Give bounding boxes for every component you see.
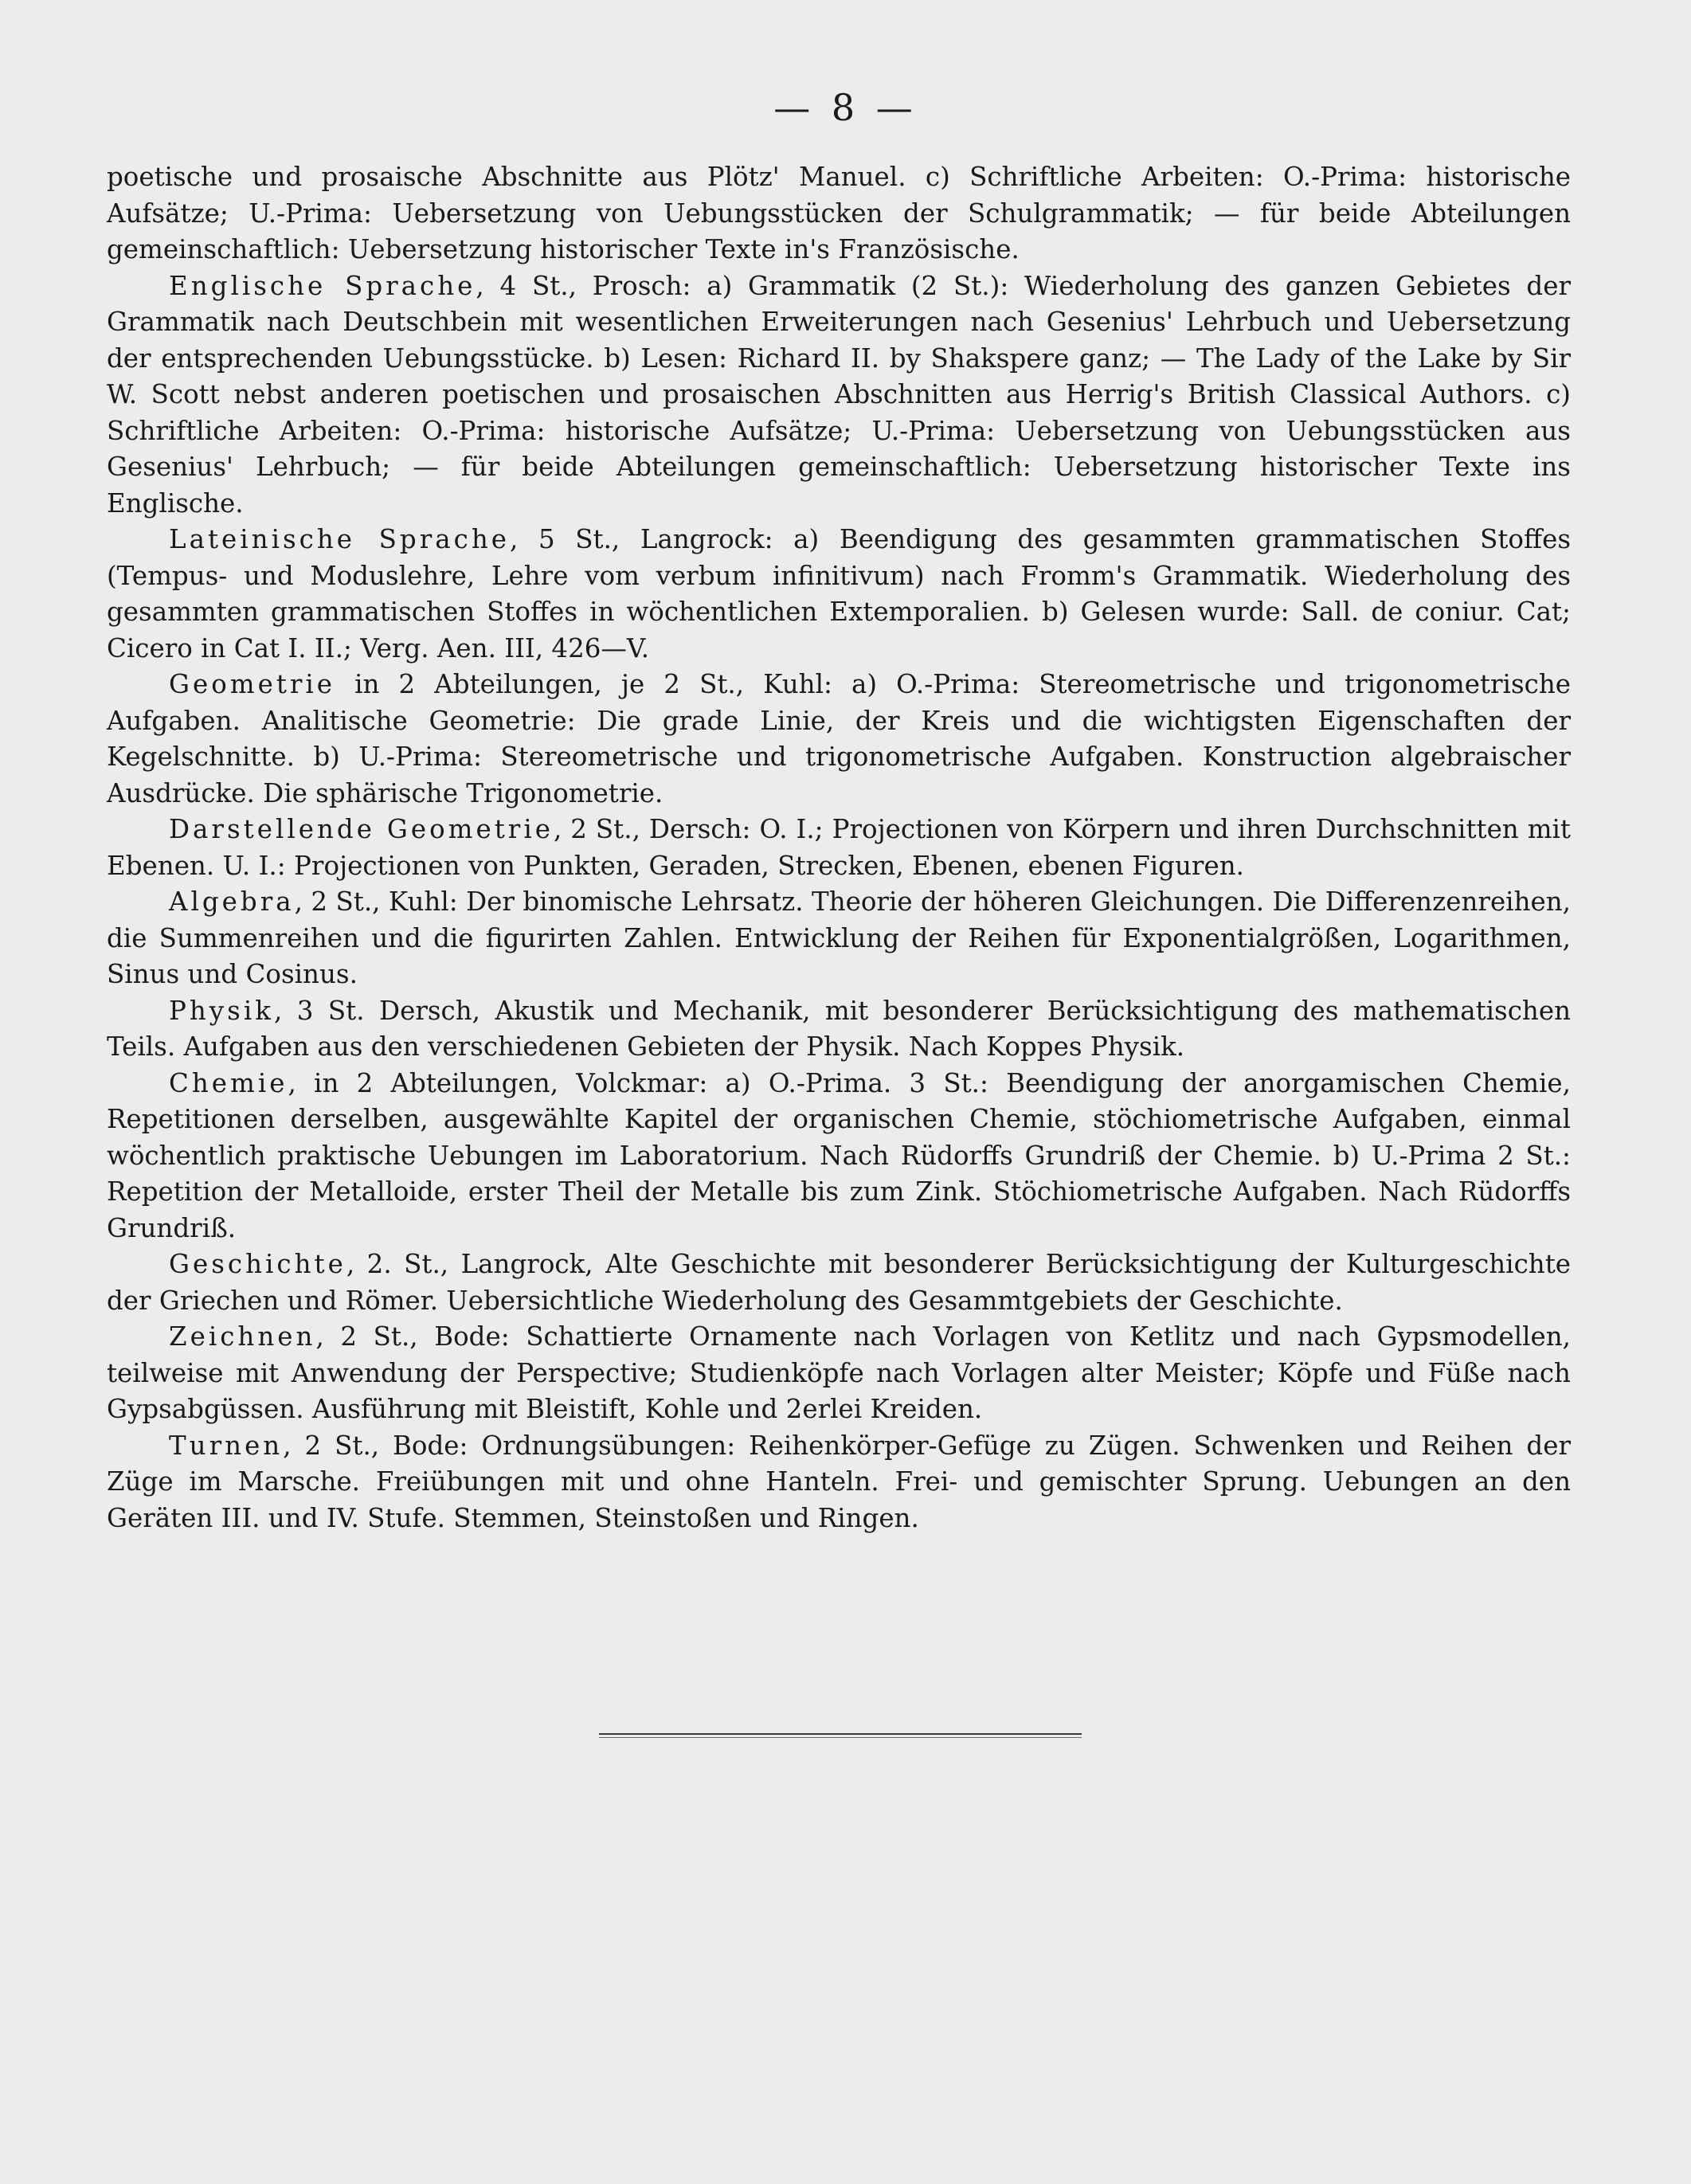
body-text [107, 159, 1571, 1536]
section-darstellende-geometrie [107, 812, 1571, 884]
section-heading: Lateinische Sprache [169, 524, 510, 554]
section-chemie [107, 1066, 1571, 1247]
section-text: , 2. St., Langrock, Alte Geschichte mit besonderer Berücksichtigung der Kulturgeschichte der Griechen und Römer. Uebersichtliche Wiederholung des Gesammtgebiets der Geschichte. [107, 1249, 1571, 1316]
section-heading: Physik [169, 995, 274, 1026]
section-heading: Zeichnen [169, 1321, 316, 1352]
section-zeichnen [107, 1319, 1571, 1428]
section-heading: Turnen [169, 1430, 284, 1461]
section-text: , 2 St., Bode: Schattierte Ornamente nach Vorlagen von Ketlitz und nach Gypsmodellen, teilweise mit Anwendung der Perspective; Studienköpfe nach Vorlagen alter Meister; Köpfe und Füße nach Gypsabgüssen. Ausführung mit Bleistift, Kohle und 2erlei Kreiden. [107, 1321, 1571, 1424]
section-text: , 2 St., Dersch: O. I.; Projectionen von Körpern und ihren Durchschnitten mit Ebenen. U. I.: Projectionen von Punkten, Geraden, Strecken, Ebenen, ebenen Figuren. [107, 814, 1571, 881]
paragraph-continuation [107, 159, 1571, 268]
closing-rule [599, 1733, 1082, 1735]
section-heading: Algebra [169, 887, 295, 917]
section-heading: Geschichte [169, 1249, 346, 1279]
section-text: , in 2 Abteilungen, Volckmar: a) O.-Prima. 3 St.: Beendigung der anorgamischen Chemie, Repetitionen derselben, ausgewählte Kapitel der organischen Chemie, stöchiometrische Aufgaben, einmal wöchentlich praktische Uebungen im Laboratorium. Nach Rüdorffs Grundriß der Chemie. b) U.-Prima 2 St.: Repetition der Metalloide, erster Theil der Metalle bis zum Zink. Stöchiometrische Aufgaben. Nach Rüdorffs Grundriß. [107, 1067, 1571, 1243]
section-text: , 3 St. Dersch, Akustik und Mechanik, mit besonderer Berücksichtigung des mathematischen Teils. Aufgaben aus den verschiedenen Gebieten der Physik. Nach Koppes Physik. [107, 995, 1571, 1062]
paragraph-text: poetische und prosaische Abschnitte aus Plötz' Manuel. c) Schriftliche Arbeiten: O.-Prima: historische Aufsätze; U.-Prima: Uebersetzung von Uebungsstücken der Schulgrammatik; — für beide Abteilungen gemeinschaftlich: Uebersetzung historischer Texte in's Französische. [107, 162, 1571, 264]
section-text: , 2 St., Kuhl: Der binomische Lehrsatz. Theorie der höheren Gleichungen. Die Differenzenreihen, die Summenreihen und die figurirten Zahlen. Entwicklung der Reihen für Exponentialgrößen, Logarithmen, Sinus und Cosinus. [107, 887, 1571, 989]
section-text: , 5 St., Langrock: a) Beendigung des gesammten grammatischen Stoffes (Tempus- und Moduslehre, Lehre vom verbum infinitivum) nach Fromm's Grammatik. Wiederholung des gesammten grammatischen Stoffes in wöchentlichen Extemporalien. b) Gelesen wurde: Sall. de coniur. Cat; Cicero in Cat I. II.; Verg. Aen. III, 426—V. [107, 524, 1572, 663]
section-heading: Darstellende Geometrie [169, 814, 554, 844]
section-heading: Geometrie [169, 669, 336, 699]
closing-rule-thin [599, 1737, 1082, 1738]
section-text: in 2 Abteilungen, je 2 St., Kuhl: a) O.-Prima: Stereometrische und trigonometrische Aufgaben. Analitische Geometrie: Die grade Linie, der Kreis und die wichtigsten Eigenschaften der Kegelschnitte. b) U.-Prima: Stereometrische und trigonometrische Aufgaben. Konstruction algebraischer Ausdrücke. Die sphärische Trigonometrie. [107, 669, 1571, 808]
section-heading: Chemie [169, 1067, 288, 1098]
section-heading: Englische Sprache [169, 270, 476, 301]
section-text: , 4 St., Prosch: a) Grammatik (2 St.): Wiederholung des ganzen Gebietes der Grammatik nach Deutschbein mit wesentlichen Erweiterungen nach Gesenius' Lehrbuch und Uebersetzung der entsprechenden Uebungsstücke. b) Lesen: Richard II. by Shakspere ganz; — The Lady of the Lake by Sir W. Scott nebst anderen poetischen und prosaischen Abschnitten aus Herrig's British Classical Authors. c) Schriftliche Arbeiten: O.-Prima: historische Aufsätze; U.-Prima: Uebersetzung von Uebungsstücken aus Gesenius' Lehrbuch; — für beide Abteilungen gemeinschaftlich: Uebersetzung historischer Texte ins Englische. [107, 270, 1571, 519]
section-geschichte [107, 1247, 1571, 1319]
section-geometrie [107, 667, 1571, 812]
section-physik [107, 993, 1571, 1066]
page-number: — 8 — [773, 86, 918, 129]
section-englische-sprache [107, 268, 1571, 523]
section-text: , 2 St., Bode: Ordnungsübungen: Reihenkörper-Gefüge zu Zügen. Schwenken und Reihen der Züge im Marsche. Freiübungen mit und ohne Hanteln. Frei- und gemischter Sprung. Uebungen an den Geräten III. und IV. Stufe. Stemmen, Steinstoßen und Ringen. [107, 1430, 1571, 1533]
section-turnen [107, 1428, 1571, 1537]
section-lateinische-sprache [107, 522, 1571, 667]
section-algebra [107, 884, 1571, 993]
